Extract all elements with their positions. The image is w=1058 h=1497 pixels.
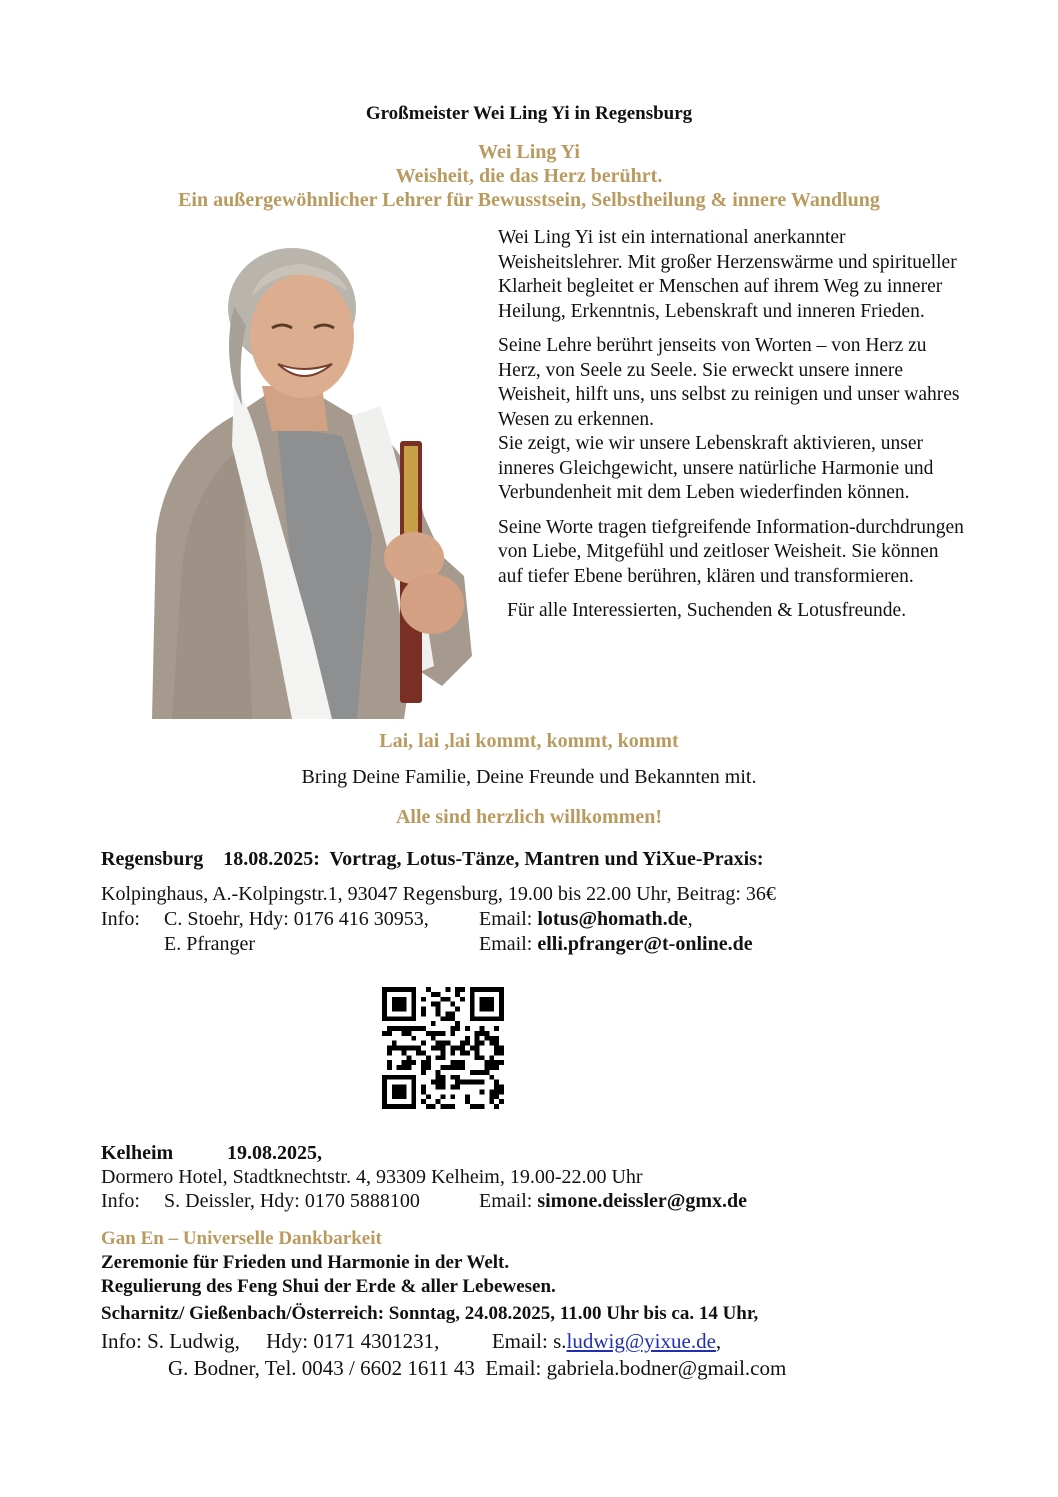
welcome-line: Alle sind herzlich willkommen!: [395, 806, 663, 828]
ganen-info-1-suffix: ,: [715, 1329, 722, 1353]
ganen-line-3: Scharnitz/ Gießenbach/Österreich: Sonntag, 24.08.2025, 11.00 Uhr bis ca. 14 Uhr,: [101, 1303, 759, 1324]
qr-code[interactable]: [382, 987, 504, 1109]
tagline: Weisheit, die das Herz berührt.: [395, 165, 663, 187]
intro-paragraph-3: Seine Worte tragen tiefgreifende Information-durchdrungen von Liebe, Mitgefühl und zeitloser Weisheit. Sie können auf tiefer Ebene berühren, klären und transformieren.: [498, 516, 964, 587]
page-title: Großmeister Wei Ling Yi in Regensburg: [365, 103, 693, 124]
regensburg-email-1: [479, 907, 693, 932]
kelheim-city: Kelheim: [101, 1142, 174, 1164]
intro-paragraph-1: Wei Ling Yi ist ein international anerkannter Weisheitslehrer. Mit großer Herzenswärme und spiritueller Klarheit begleitet er Menschen auf ihrem Weg zu innerer Heilung, Erkenntnis, Lebenskraft und inneren Frieden.: [498, 227, 957, 322]
kelheim-email: [479, 1189, 747, 1214]
intro-text: [498, 226, 968, 634]
regensburg-contact-2: E. Pfranger: [164, 933, 256, 955]
email-label: Email:: [479, 933, 538, 955]
email-pfranger[interactable]: elli.pfranger@t-online.de: [537, 933, 753, 955]
email-lotus[interactable]: lotus@homath.de: [537, 908, 688, 930]
intro-paragraph-2b: Sie zeigt, wie wir unsere Lebenskraft aktivieren, unser inneres Gleichgewicht, unsere natürliche Harmonie und Verbundenheit mit dem Leben wiederfinden können.: [498, 433, 934, 503]
intro-paragraph-2: Seine Lehre berührt jenseits von Worten – von Herz zu Herz, von Seele zu Seele. Sie erweckt unsere innere Weisheit, hilft uns, uns selbst zu reinigen und unser wahres Wesen zu erkennen.: [498, 335, 960, 430]
ganen-info-1-text: Info: S. Ludwig, Hdy: 0171 4301231, Email: s.: [101, 1329, 567, 1353]
email-ludwig-link[interactable]: ludwig@yixue.de: [566, 1329, 716, 1353]
regensburg-heading: Regensburg 18.08.2025: Vortrag, Lotus-Tänze, Mantren und YiXue-Praxis:: [101, 848, 764, 870]
email-suffix: ,: [687, 908, 693, 930]
ganen-line-1: Zeremonie für Frieden und Harmonie in der Welt.: [101, 1252, 510, 1273]
ganen-heading: Gan En – Universelle Dankbarkeit: [101, 1228, 382, 1249]
kelheim-contact: S. Deissler, Hdy: 0170 5888100: [164, 1190, 420, 1212]
email-deissler[interactable]: simone.deissler@gmx.de: [537, 1190, 748, 1212]
intro-paragraph-4: Für alle Interessierten, Suchenden & Lotusfreunde.: [507, 600, 907, 621]
subtitle: Ein außergewöhnlicher Lehrer für Bewusstsein, Selbstheilung & innere Wandlung: [178, 189, 880, 211]
regensburg-contact-1: C. Stoehr, Hdy: 0176 416 30953,: [164, 908, 429, 930]
ganen-info-2: G. Bodner, Tel. 0043 / 6602 1611 43 Email: gabriela.bodner@gmail.com: [168, 1356, 787, 1380]
teacher-name: Wei Ling Yi: [478, 141, 580, 163]
regensburg-info-label: Info:: [101, 908, 140, 930]
email-label: Email:: [479, 1190, 538, 1212]
bring-line: Bring Deine Familie, Deine Freunde und Bekannten mit.: [301, 766, 757, 788]
portrait-photo: [142, 236, 476, 719]
ganen-line-2: Regulierung des Feng Shui der Erde & aller Lebewesen.: [101, 1276, 556, 1297]
kelheim-info-label: Info:: [101, 1190, 140, 1212]
ganen-info-1: [101, 1328, 721, 1354]
regensburg-venue: Kolpinghaus, A.-Kolpingstr.1, 93047 Regensburg, 19.00 bis 22.00 Uhr, Beitrag: 36€: [101, 883, 776, 905]
email-label: Email:: [479, 908, 538, 930]
kelheim-venue: Dormero Hotel, Stadtknechtstr. 4, 93309 Kelheim, 19.00-22.00 Uhr: [101, 1166, 643, 1188]
kelheim-date: 19.08.2025,: [227, 1142, 322, 1164]
regensburg-email-2: [479, 932, 753, 957]
chant-line: Lai, lai ,lai kommt, kommt, kommt: [379, 730, 679, 752]
